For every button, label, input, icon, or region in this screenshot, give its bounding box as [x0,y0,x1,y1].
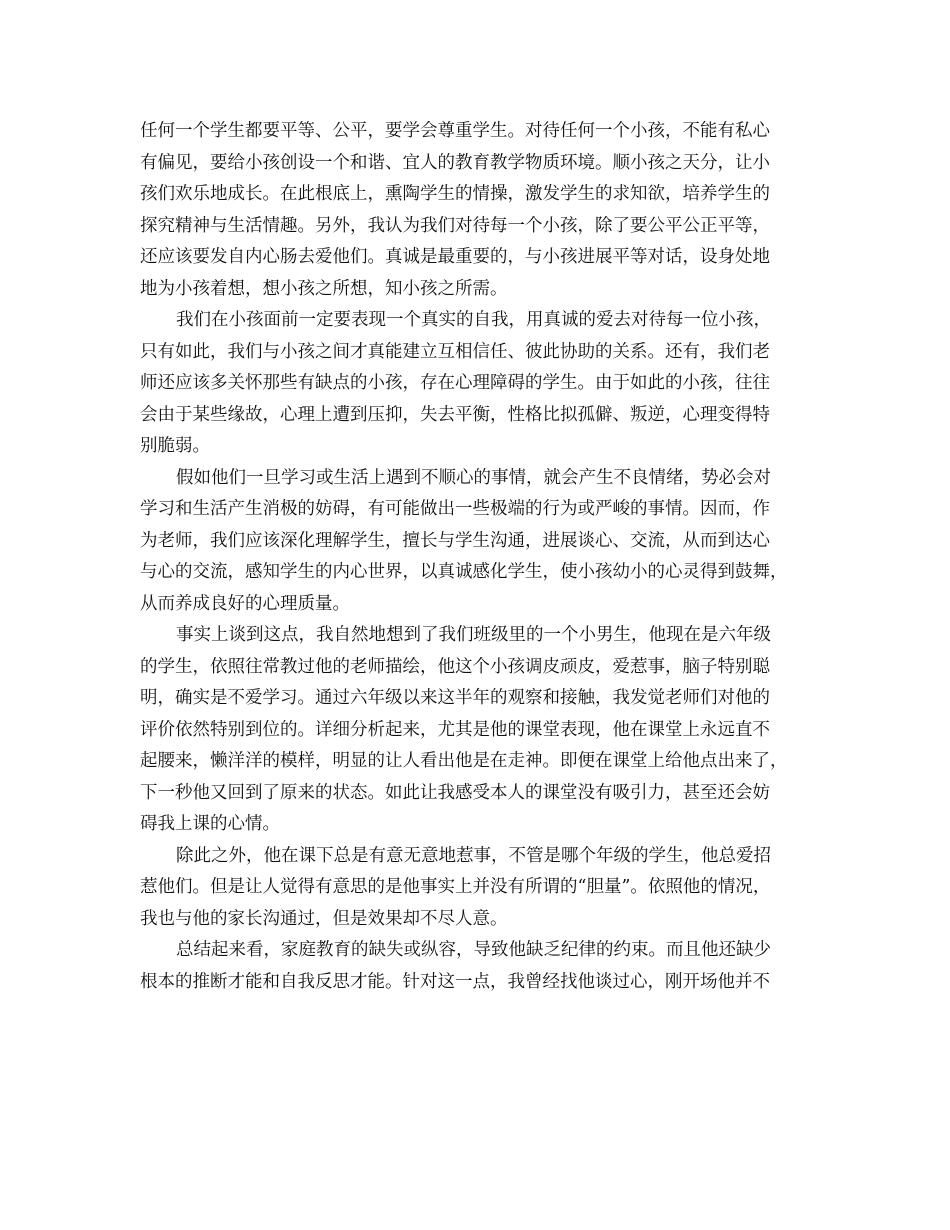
body-text [140,116,824,998]
text-line: 的学生，依照往常教过他的老师描绘，他这个小孩调皮顽皮，爱惹事，脑子特别聪 [140,656,770,677]
text-line: 别脆弱。 [140,436,210,456]
text-line: 从而养成良好的心理质量。 [140,593,350,614]
text-line: 孩们欢乐地成长。在此根底上，熏陶学生的情操，激发学生的求知欲，培养学生的 [140,184,770,204]
text-line: 探究精神与生活情趣。另外，我认为我们对待每一个小孩，除了要公平公正平等， [140,215,770,236]
text-line: 有偏见，要给小孩创设一个和谐、宜人的教育教学物质环境。顺小孩之天分，让小 [140,152,770,173]
text-line: 我也与他的家长沟通过，但是效果却不尽人意。 [140,908,508,929]
text-line: 碍我上课的心情。 [140,814,280,834]
text-line: 总结起来看，家庭教育的缺失或纵容，导致他缺乏纪律的约束。而且他还缺少 [176,940,771,960]
text-line: 明，确实是不爱学习。通过六年级以来这半年的观察和接触，我发觉老师们对他的 [140,688,770,708]
text-line: 事实上谈到这点，我自然地想到了我们班级里的一个小男生，他现在是六年级 [176,625,771,645]
text-line: 我们在小孩面前一定要表现一个真实的自我，用真诚的爱去对待每一位小孩， [176,310,771,330]
text-line: 任何一个学生都要平等、公平，要学会尊重学生。对待任何一个小孩，不能有私心 [140,121,770,141]
text-line: 只有如此，我们与小孩之间才真能建立互相信任、彼此协助的关系。还有，我们老 [140,341,770,362]
text-line: 与心的交流，感知学生的内心世界，以真诚感化学生，使小孩幼小的心灵得到鼓舞， [140,562,788,582]
text-line: 还应该要发自内心肠去爱他们。真诚是最重要的，与小孩进展平等对话，设身处地 [140,247,770,267]
text-line: 起腰来，懒洋洋的模样，明显的让人看出他是在走神。即便在课堂上给他点出来了， [140,751,788,771]
text-line: 评价依然特别到位的。详细分析起来，尤其是他的课堂表现，他在课堂上永远直不 [140,719,770,740]
text-line: 学习和生活产生消极的妨碍，有可能做出一些极端的行为或严峻的事情。因而，作 [140,499,770,519]
text-line: 下一秒他又回到了原来的状态。如此让我感受本人的课堂没有吸引力，甚至还会妨 [140,782,770,803]
text-line: 根本的推断才能和自我反思才能。针对这一点，我曾经找他谈过心，刚开场他并不 [140,971,770,992]
text-line: 除此之外，他在课下总是有意无意地惹事，不管是哪个年级的学生，他总爱招 [176,845,771,866]
text-line: 地为小孩着想，想小孩之所想，知小孩之所需。 [140,278,508,299]
text-line: 为老师，我们应该深化理解学生，擅长与学生沟通，进展谈心、交流，从而到达心 [140,530,770,551]
text-line: 会由于某些缘故，心理上遭到压抑，失去平衡，性格比拟孤僻、叛逆，心理变得特 [140,404,770,425]
text-line: 假如他们一旦学习或生活上遇到不顺心的事情，就会产生不良情绪，势必会对 [176,467,771,488]
text-line: 惹他们。但是让人觉得有意思的是他事实上并没有所谓的“胆量”。依照他的情况， [140,877,771,897]
text-line: 师还应该多关怀那些有缺点的小孩，存在心理障碍的学生。由于如此的小孩，往往 [140,373,770,393]
